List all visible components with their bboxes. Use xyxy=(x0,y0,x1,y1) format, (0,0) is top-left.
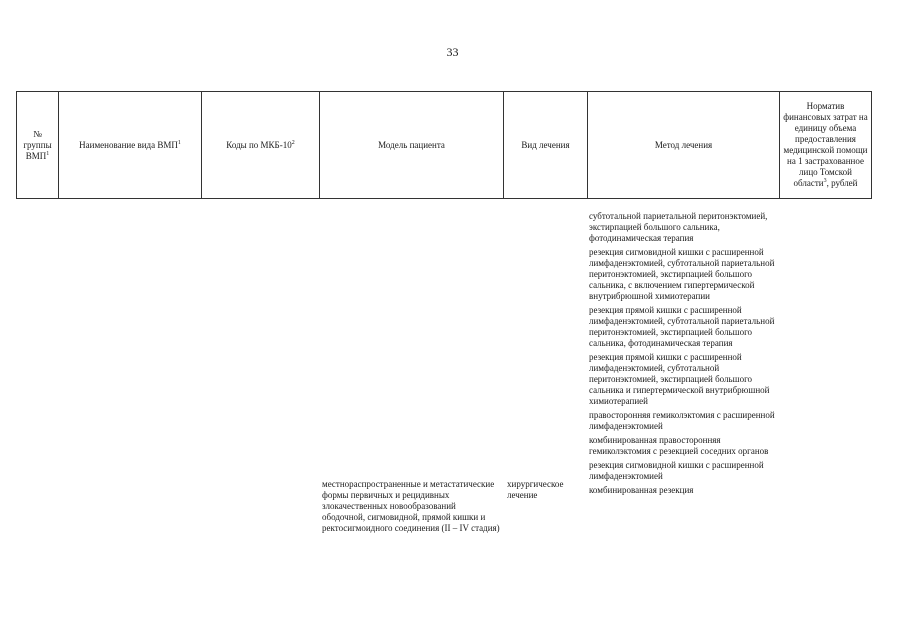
method-item: резекция сигмовидной кишки с расширенной лимфаденэктомией, субтотальной париетальной перитонэктомией, экстирпацией большого сальника, с включением гипертермической внутрибрюшной химиотерапии xyxy=(589,247,775,301)
header-financial-norm xyxy=(780,92,872,199)
header-name-vmp-text: Наименование вида ВМП xyxy=(79,139,178,150)
footnote-mark: 1 xyxy=(46,150,50,157)
method-item: правосторонняя гемиколэктомия с расширенной лимфаденэктомией xyxy=(589,410,775,431)
header-mkb-codes xyxy=(202,92,320,199)
treatment-type-text: хирургическое лечение xyxy=(507,479,564,500)
page-number: 33 xyxy=(446,45,459,59)
header-treatment-method: Метод лечения xyxy=(588,92,780,199)
header-mkb-codes-text: Коды по МКБ-10 xyxy=(226,139,292,150)
header-norm-suffix: , рублей xyxy=(826,178,858,188)
footnote-mark: 2 xyxy=(291,139,295,146)
method-item: комбинированная правосторонняя гемиколэктомия с резекцией соседних органов xyxy=(589,435,769,456)
footnote-mark: 1 xyxy=(177,139,181,146)
method-item: резекция прямой кишки с расширенной лимфаденэктомией, субтотальной перитонэктомией, экстирпацией большого сальника и гипертермической внутрибрюшной химиотерапией xyxy=(589,352,770,406)
method-item: резекция сигмовидной кишки с расширенной лимфаденэктомией xyxy=(589,460,764,481)
header-norm-text: Норматив финансовых затрат на единицу объема предоставления медицинской помощи на 1 застрахованное лицо Томской области xyxy=(783,101,868,188)
header-treatment-type: Вид лечения xyxy=(504,92,588,199)
header-table xyxy=(16,91,872,199)
header-group-no xyxy=(17,92,59,199)
footnote-mark: 3 xyxy=(823,178,827,184)
method-item: комбинированная резекция xyxy=(589,485,694,495)
method-item: резекция прямой кишки с расширенной лимфаденэктомией, субтотальной париетальной перитонэктомией, экстирпацией большого сальника, фотодинамическая терапия xyxy=(589,305,775,348)
method-item: субтотальной париетальной перитонэктомией, экстирпацией большого сальника, фотодинамическая терапия xyxy=(589,211,768,243)
header-row xyxy=(17,92,872,199)
header-group-no-text: № группы ВМП xyxy=(23,128,52,161)
header-patient-model: Модель пациента xyxy=(320,92,504,199)
header-name-vmp xyxy=(59,92,202,199)
patient-model-text: местнораспространенные и метастатические формы первичных и рецидивных злокачественных новообразований ободочной, сигмовидной, прямой кишки и ректосигмоидного соединения (II – IV стадия) xyxy=(322,479,500,533)
treatment-method-column xyxy=(589,211,784,499)
